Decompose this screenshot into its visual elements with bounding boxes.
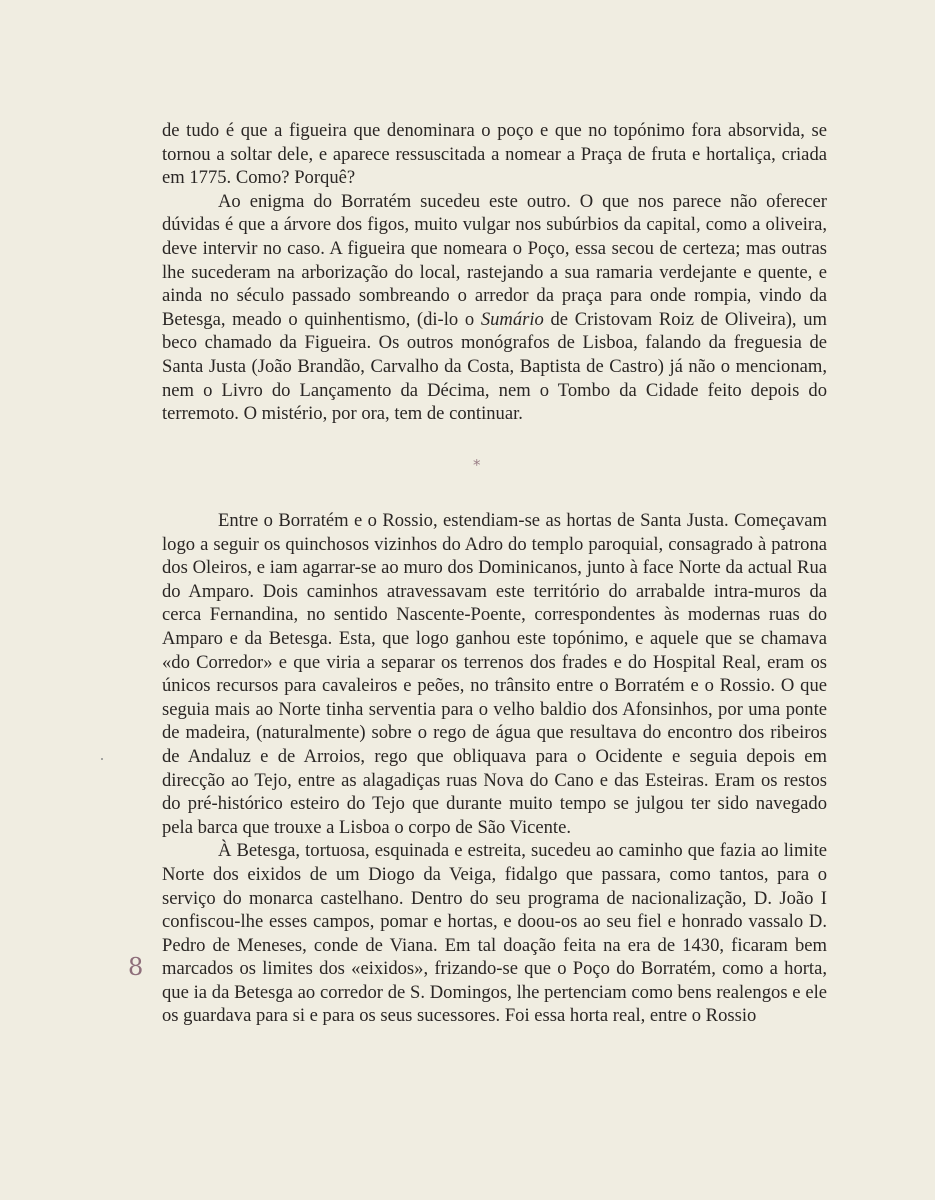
paragraph-fig-tree-enigma — [162, 190, 827, 426]
italic-book-title: Sumário — [480, 308, 544, 330]
page-number: 8 — [128, 953, 144, 981]
stray-ink-mark — [101, 758, 103, 760]
paragraph-betesga: À Betesga, tortuosa, esquinada e estreita, sucedeu ao caminho que fazia ao limite Norte dos eixidos de um Diogo da Veiga, fidalgo que passara, como tantos, para o serviço do monarca castelhano. Dentro do seu programa de nacionalização, D. João I confiscou-lhe esses campos, pomar e hortas, e doou-os ao seu fiel e honrado vassalo D. Pedro de Meneses, conde de Viana. Em tal doação feita na era de 1430, ficaram bem marcados os limites dos «eixidos», frizando-se que o Poço do Borratém, como a horta, que ia da Betesga ao corredor de S. Domingos, lhe pertenciam como bens realengos e ele os guardava para si e para os seus sucessores. Foi essa horta real, entre o Rossio — [162, 840, 827, 1027]
text-section-bottom — [162, 509, 827, 1028]
text-section-top — [162, 119, 827, 426]
paragraph-text-start: Ao enigma do Borratém sucedeu este outro. O que nos parece não oferecer dúvidas é que a árvore dos figos, muito vulgar nos subúrbios da capital, como a oliveira, deve intervir no caso. A figueira que nomeara o Poço, essa secou de certeza; mas outras lhe sucederam na arborização do local, rastejando a sua ramaria verdejante e quente, e ainda no século passado sombreando o arredor da praça para onde rompia, vindo da Betesga, meado o quinhentismo, (di-lo o — [162, 190, 827, 330]
paragraph-continuation: de tudo é que a figueira que denominara o poço e que no topónimo fora absorvida, se tornou a soltar dele, e aparece ressuscitada a nomear a Praça de fruta e hortaliça, criada em 1775. Como? Porquê? — [162, 120, 827, 189]
section-separator-asterisk: * — [473, 456, 481, 474]
paragraph-santa-justa-gardens: Entre o Borratém e o Rossio, estendiam-se as hortas de Santa Justa. Começavam logo a seguir os quinchosos vizinhos do Adro do templo paroquial, consagrado à patrona dos Oleiros, e iam agarrar-se ao muro dos Dominicanos, junto à face Norte da actual Rua do Amparo. Dois caminhos atravessavam este território do arrabalde intra-muros da cerca Fernandina, no sentido Nascente-Poente, correspondentes às modernas ruas do Amparo e da Betesga. Esta, que logo ganhou este topónimo, e aquele que se chamava «do Corredor» e que viria a separar os terrenos dos frades e do Hospital Real, eram os únicos recursos para cavaleiros e peões, no trânsito entre o Borratém e o Rossio. O que seguia mais ao Norte tinha serventia para o velho baldio dos Afonsinhos, por uma ponte de madeira, (naturalmente) sobre o rego de água que resultava do encontro dos ribeiros de Andaluz e de Arroios, rego que obliquava para o Ocidente e seguia depois em direcção ao Tejo, entre as alagadiças ruas Nova do Cano e das Esteiras. Eram os restos do pré-histórico esteiro do Tejo que durante muito tempo se julgou ter sido navegado pela barca que trouxe a Lisboa o corpo de São Vicente. — [162, 510, 827, 838]
paragraph-text-end: de Cristovam Roiz de Oliveira), um beco chamado da Figueira. Os outros monógrafos de Lisboa, falando da freguesia de Santa Justa (João Brandão, Carvalho da Costa, Baptista de Castro) já não o mencionam, nem o Livro do Lançamento da Décima, nem o Tombo da Cidade feito depois do terremoto. O mistério, por ora, tem de continuar. — [162, 308, 827, 425]
